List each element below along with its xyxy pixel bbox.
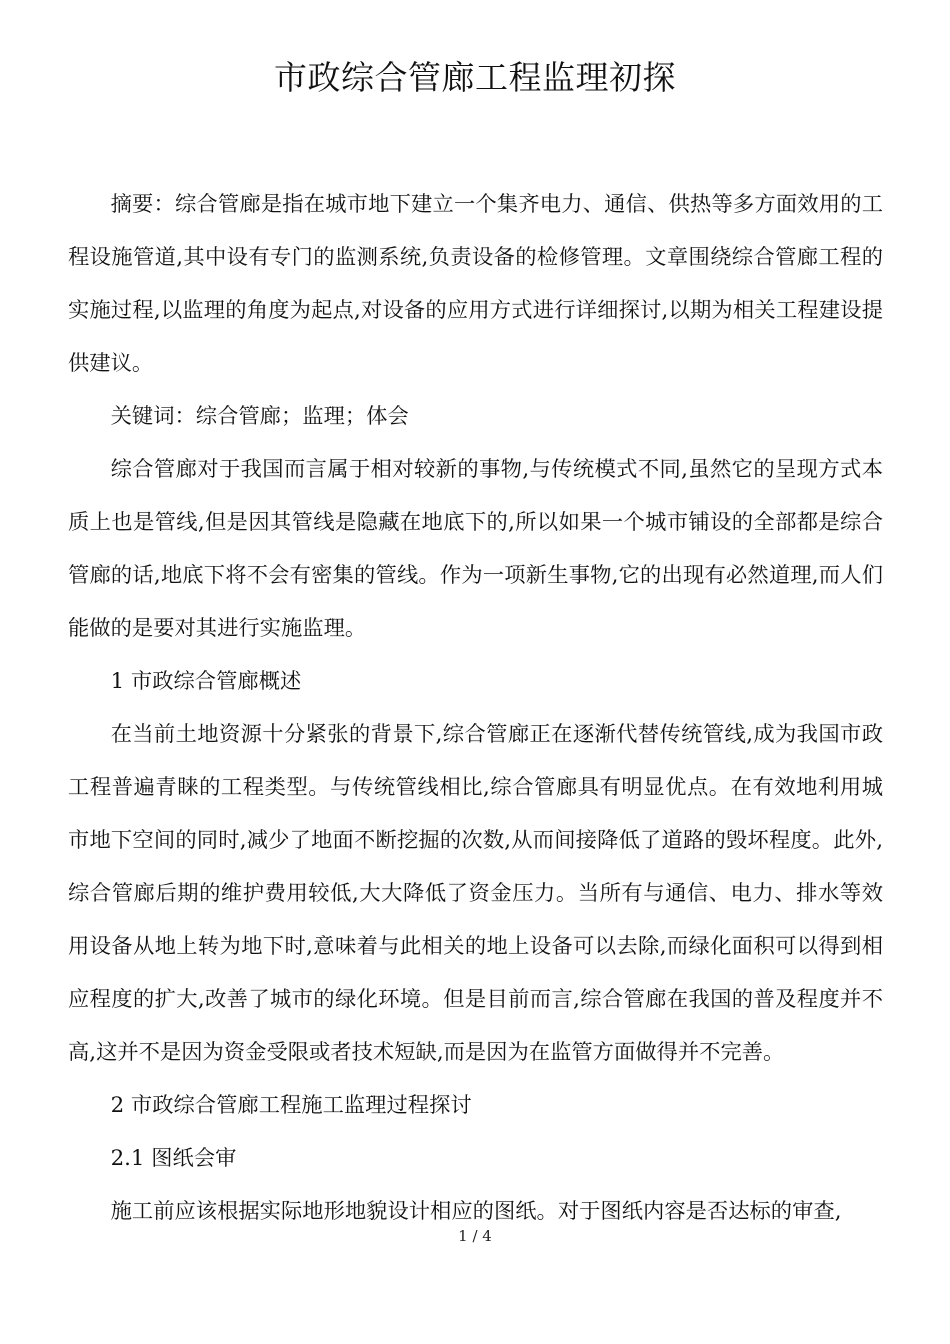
document-body xyxy=(68,178,883,1238)
abstract-paragraph: 摘要：综合管廊是指在城市地下建立一个集齐电力、通信、供热等多方面效用的工程设施管道,其中设有专门的监测系统,负责设备的检修管理。文章围绕综合管廊工程的实施过程,以监理的角度为起点,对设备的应用方式进行详细探讨,以期为相关工程建设提供建议。 xyxy=(68,192,883,376)
body-paragraph: 在当前土地资源十分紧张的背景下,综合管廊正在逐渐代替传统管线,成为我国市政工程普遍青睐的工程类型。与传统管线相比,综合管廊具有明显优点。在有效地利用城市地下空间的同时,减少了地面不断挖掘的次数,从而间接降低了道路的毁坏程度。此外,综合管廊后期的维护费用较低,大大降低了资金压力。当所有与通信、电力、排水等效用设备从地上转为地下时,意味着与此相关的地上设备可以去除,而绿化面积可以得到相应程度的扩大,改善了城市的绿化环境。但是目前而言,综合管廊在我国的普及程度并不高,这并不是因为资金受限或者技术短缺,而是因为在监管方面做得并不完善。 xyxy=(68,722,883,1065)
section-heading: 2 市政综合管廊工程施工监理过程探讨 xyxy=(110,1093,472,1118)
body-paragraph: 施工前应该根据实际地形地貌设计相应的图纸。对于图纸内容是否达标的审查, xyxy=(110,1199,842,1224)
section-heading: 1 市政综合管廊概述 xyxy=(110,669,302,694)
body-paragraph: 综合管廊对于我国而言属于相对较新的事物,与传统模式不同,虽然它的呈现方式本质上也是管线,但是因其管线是隐藏在地底下的,所以如果一个城市铺设的全部都是综合管廊的话,地底下将不会有密集的管线。作为一项新生事物,它的出现有必然道理,而人们能做的是要对其进行实施监理。 xyxy=(68,457,883,641)
subsection-heading: 2.1 图纸会审 xyxy=(110,1146,237,1171)
keywords-paragraph: 关键词：综合管廊；监理；体会 xyxy=(110,404,409,429)
page-number: 1 / 4 xyxy=(458,1227,492,1245)
page-title: 市政综合管廊工程监理初探 xyxy=(274,58,676,97)
